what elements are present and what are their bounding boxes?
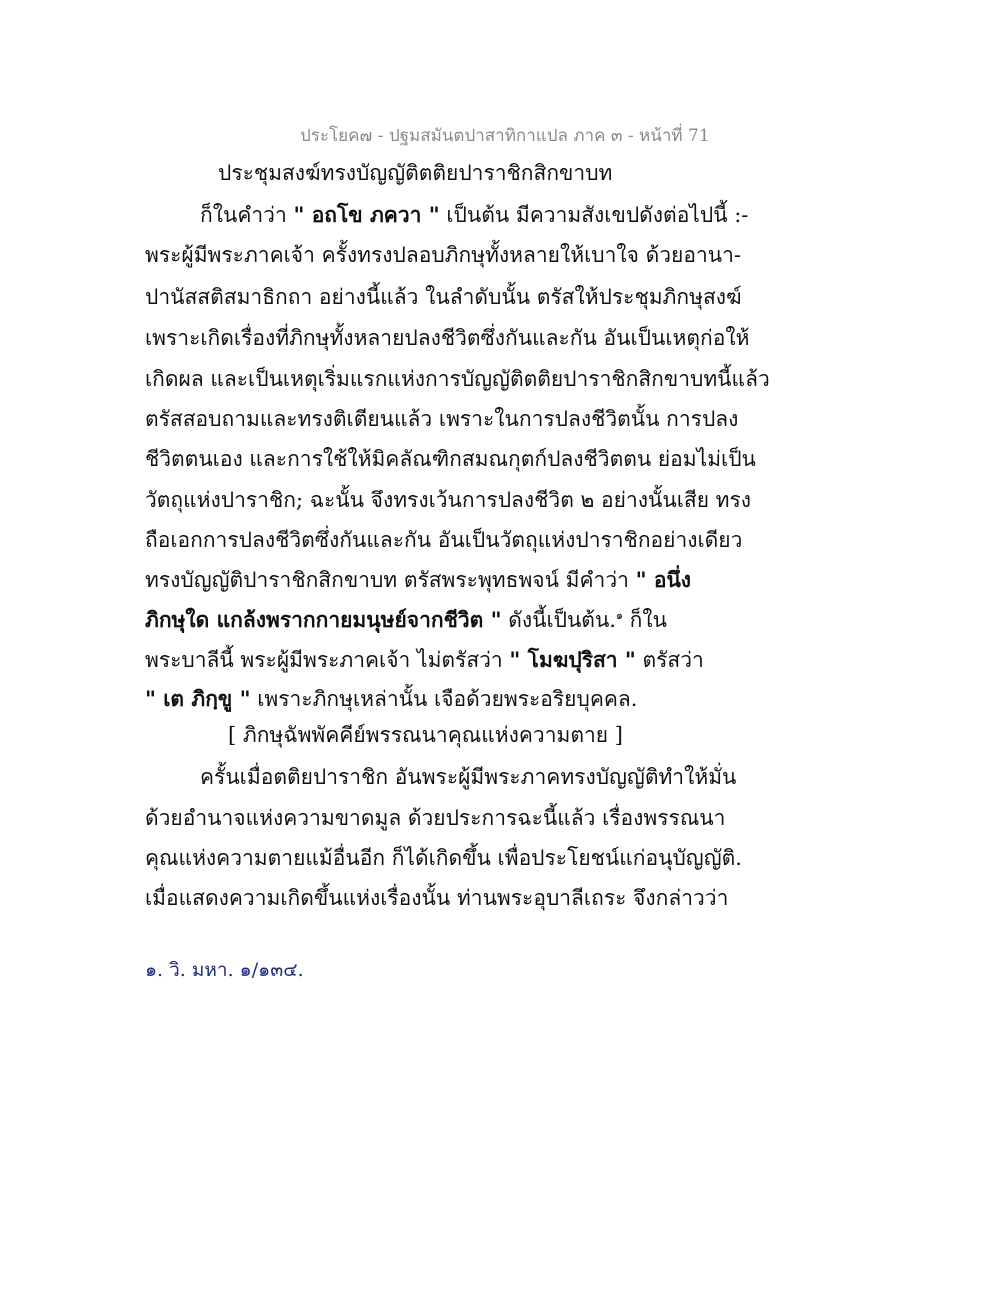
para1-line-8: วัตถุแห่งปาราชิก; ฉะนั้น จึงทรงเว้นการปลงชีวิต ๒ อย่างนั้นเสีย ทรง bbox=[145, 488, 752, 512]
section-title: ประชุมสงฆ์ทรงบัญญัติตติยปาราชิกสิกขาบท bbox=[218, 161, 613, 185]
quoted-term: " อถโข ภควา " bbox=[293, 202, 440, 227]
quoted-term: " โมฆปุริสา " bbox=[509, 647, 636, 672]
text-span: ดังนี้เป็นต้น. bbox=[501, 608, 616, 632]
para1-line-12 bbox=[145, 645, 704, 675]
para1-line-5: เกิดผล และเป็นเหตุเริ่มแรกแห่งการบัญญัติตติยปาราชิกสิกขาบทนี้แล้ว bbox=[145, 367, 770, 391]
para1-line-4: เพราะเกิดเรื่องที่ภิกษุทั้งหลายปลงชีวิตซึ่งกันและกัน อันเป็นเหตุก่อให้ bbox=[145, 326, 750, 350]
para2-line-4: เมื่อแสดงความเกิดขึ้นแห่งเรื่องนั้น ท่านพระอุบาลีเถระ จึงกล่าวว่า bbox=[145, 886, 729, 910]
text-span: เป็นต้น มีความสังเขปดังต่อไปนี้ :- bbox=[439, 203, 749, 227]
text-span: ก็ใน bbox=[622, 608, 667, 632]
para2-line-1: ครั้นเมื่อตติยปาราชิก อันพระผู้มีพระภาคทรงบัญญัติทำให้มั่น bbox=[200, 765, 737, 789]
quoted-term: ภิกษุใด แกล้งพรากกายมนุษย์จากชีวิต " bbox=[145, 607, 502, 632]
running-header: ประโยค๗ - ปฐมสมันตปาสาทิกาแปล ภาค ๓ - หน้าที่ 71 bbox=[300, 126, 710, 146]
para1-line-9: ถือเอกการปลงชีวิตซึ่งกันและกัน อันเป็นวัตถุแห่งปาราชิกอย่างเดียว bbox=[145, 528, 743, 552]
para1-line-2: พระผู้มีพระภาคเจ้า ครั้งทรงปลอบภิกษุทั้งหลายให้เบาใจ ด้วยอานา- bbox=[145, 243, 741, 267]
text-span: ตรัสว่า bbox=[635, 648, 704, 672]
text-span: ทรงบัญญัติปาราชิกสิกขาบท ตรัสพระพุทธพจน์ มีคำว่า bbox=[145, 568, 636, 592]
para2-line-3: คุณแห่งความตายแม้อื่นอีก ก็ได้เกิดขึ้น เพื่อประโยชน์แก่อนุบัญญัติ. bbox=[145, 846, 742, 870]
para1-line-13 bbox=[145, 684, 637, 714]
text-span: เพราะภิกษุเหล่านั้น เจือด้วยพระอริยบุคคล. bbox=[250, 687, 638, 711]
text-span: พระบาลีนี้ พระผู้มีพระภาคเจ้า ไม่ตรัสว่า bbox=[145, 648, 510, 672]
quoted-term: " อนึ่ง bbox=[635, 567, 692, 592]
para1-line-6: ตรัสสอบถามและทรงติเตียนแล้ว เพราะในการปลงชีวิตนั้น การปลง bbox=[145, 407, 739, 431]
subsection-title: [ ภิกษุฉัพพัคคีย์พรรณนาคุณแห่งความตาย ] bbox=[228, 723, 623, 747]
para1-line-1 bbox=[200, 200, 748, 230]
para1-line-10 bbox=[145, 565, 691, 595]
text-span: ก็ในคำว่า bbox=[200, 203, 294, 227]
para1-line-7: ชีวิตตนเอง และการใช้ให้มิคลัณฑิกสมณกุตก์ปลงชีวิตตน ย่อมไม่เป็น bbox=[145, 447, 756, 471]
footnote-reference: ๑ bbox=[615, 609, 623, 622]
para2-line-2: ด้วยอำนาจแห่งความขาดมูล ด้วยประการฉะนี้แล้ว เรื่องพรรณนา bbox=[145, 806, 726, 830]
para1-line-3: ปานัสสติสมาธิกถา อย่างนี้แล้ว ในลำดับนั้น ตรัสให้ประชุมภิกษุสงฆ์ bbox=[145, 285, 742, 309]
para1-line-11 bbox=[145, 605, 667, 635]
quoted-term: " เต ภิกฺขู " bbox=[145, 686, 251, 711]
footnote: ๑. วิ. มหา. ๑/๑๓๔. bbox=[145, 959, 304, 981]
